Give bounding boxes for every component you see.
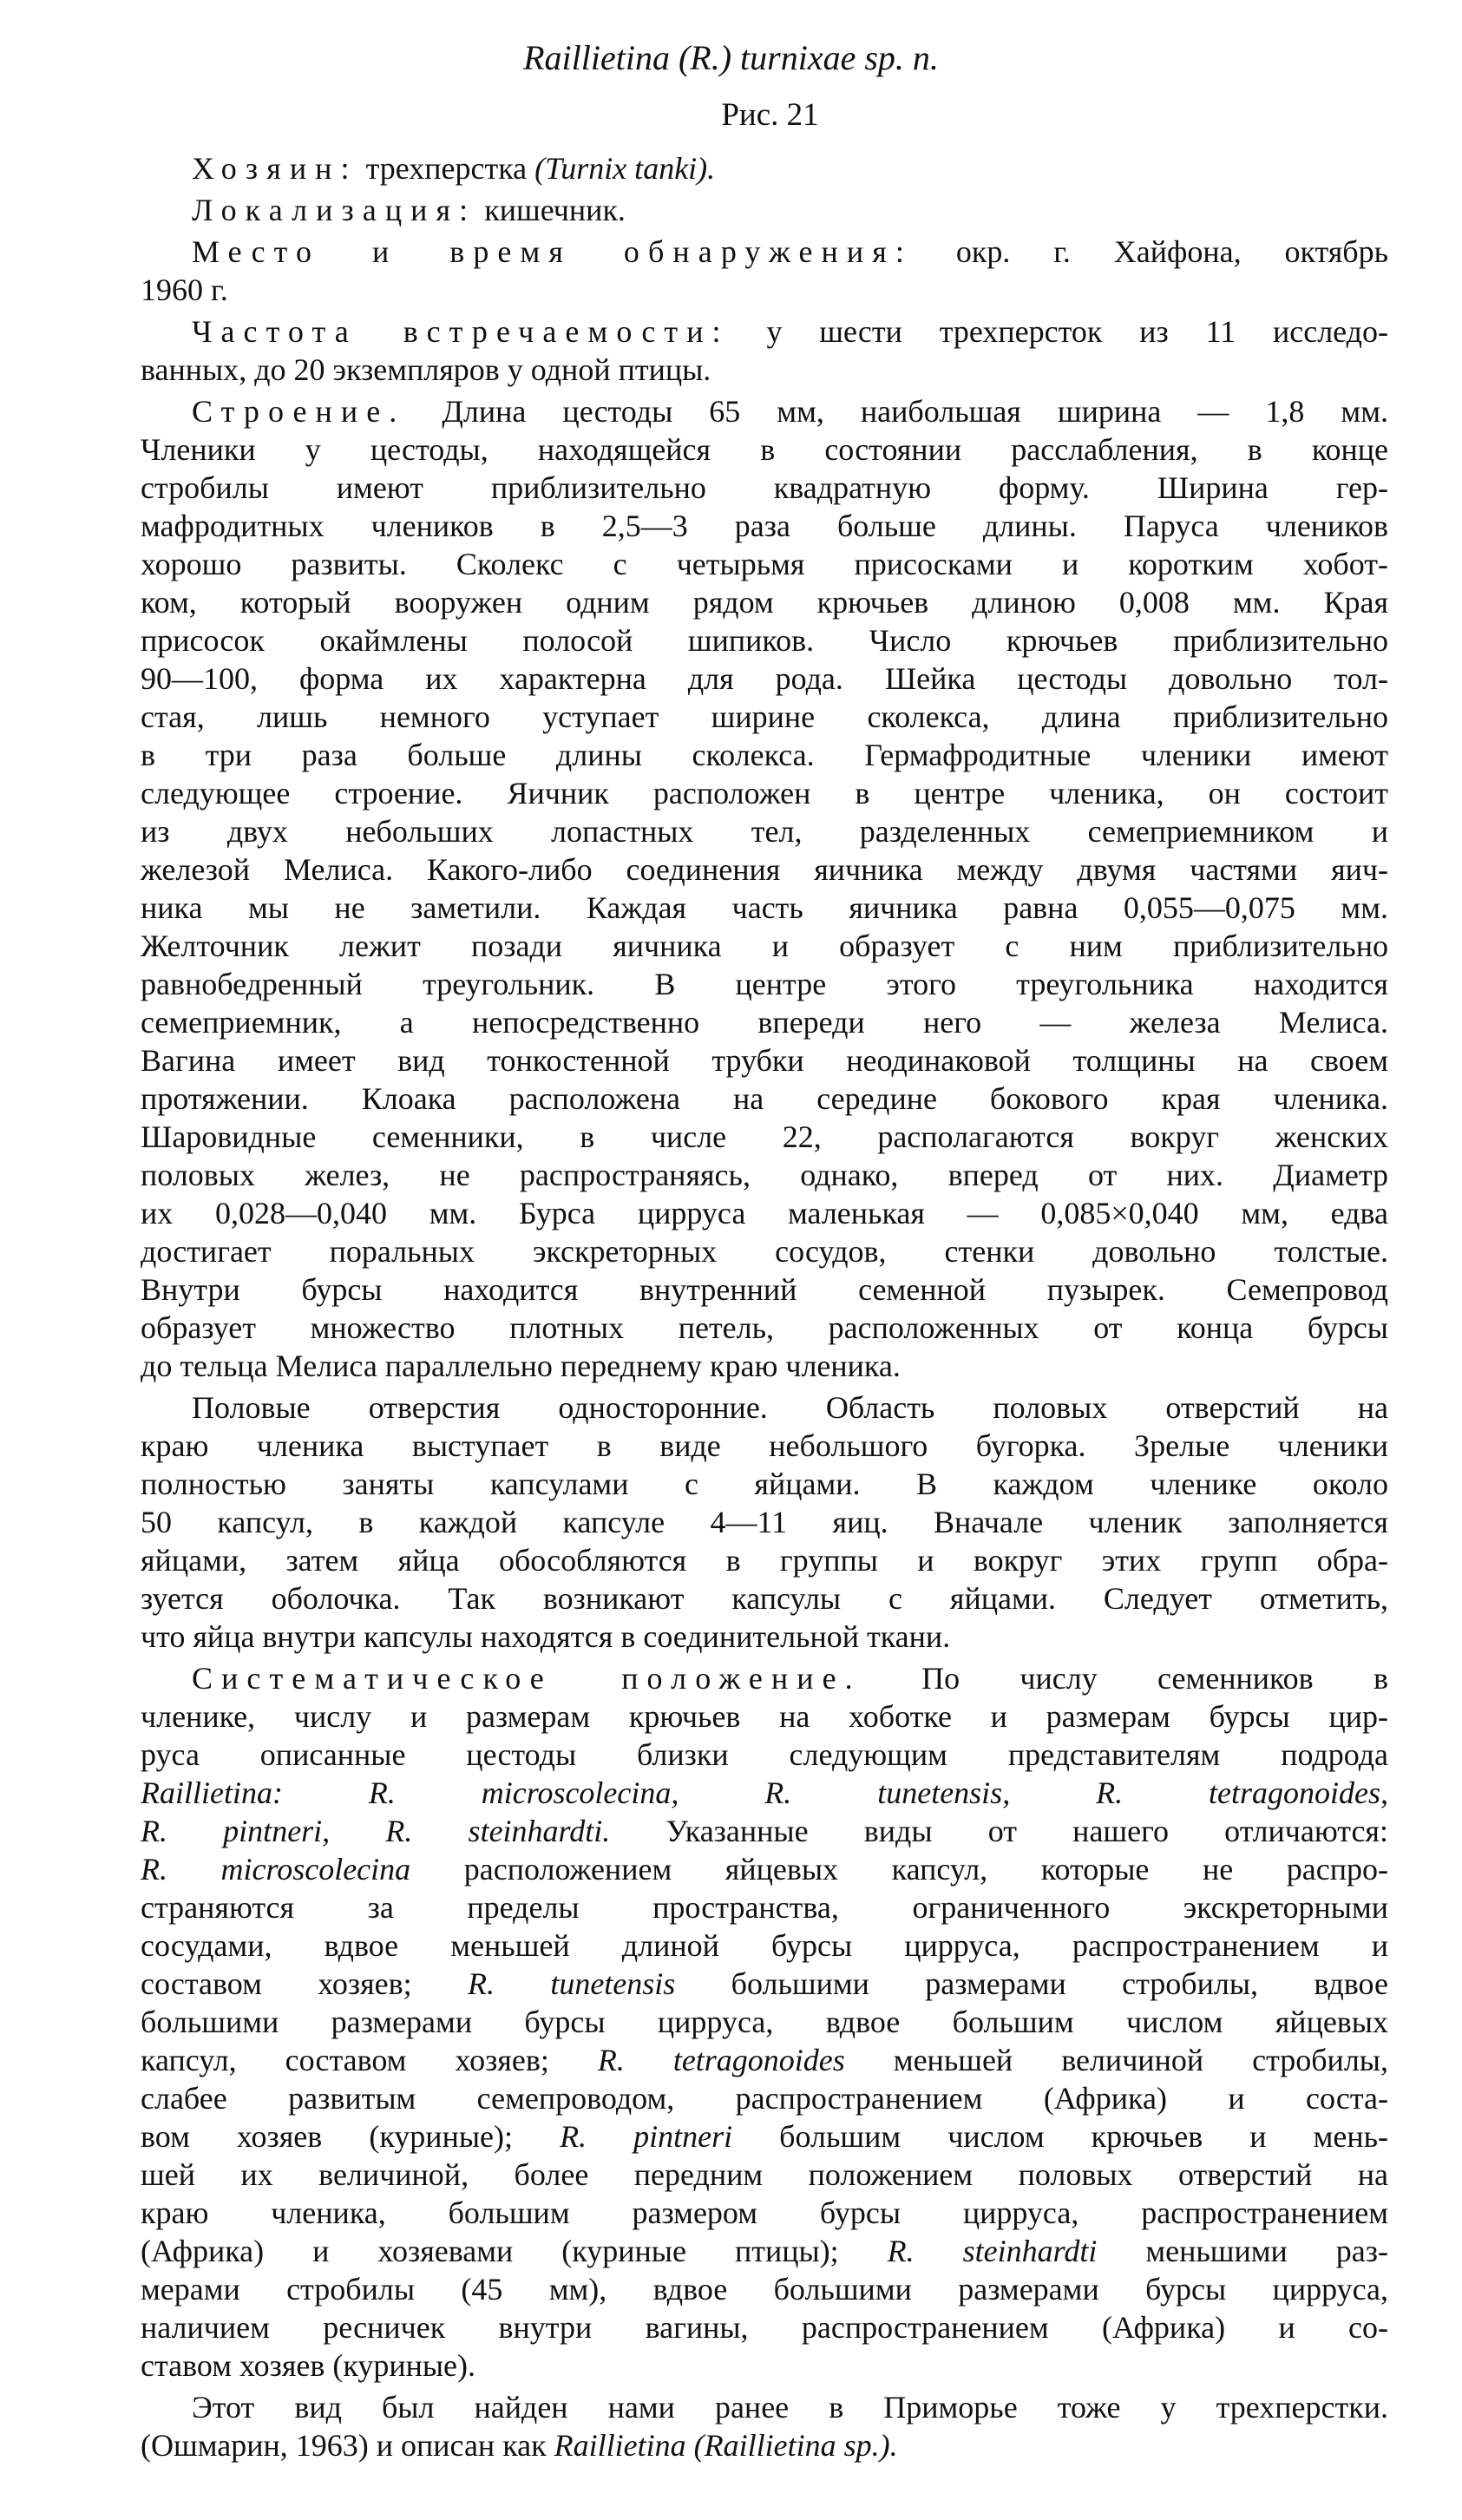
text-segment: из двух небольших лопастных тел, разделенных семеприемником и xyxy=(141,814,1388,849)
text-segment: ванных, до 20 экземпляров у одной птицы. xyxy=(141,352,711,387)
text-segment: Указанные виды от нашего отличаются: xyxy=(610,1814,1388,1848)
italic-text: R. microscolecina xyxy=(141,1852,411,1887)
text-segment: что яйца внутри капсулы находятся в соединительной ткани. xyxy=(141,1619,951,1654)
text-line xyxy=(141,392,1388,430)
text-segment: трехперстка xyxy=(357,151,535,186)
italic-text: Raillietina: R. microscolecina, R. tunetensis, R. tetragonoides, xyxy=(141,1775,1388,1810)
italic-text: Raillietina (Raillietina sp.). xyxy=(554,2428,898,2463)
text-segment: у шести трехперсток из 11 исследо- xyxy=(729,314,1388,349)
text-segment: достигает поральных экскреторных сосудов, стенки довольно толстые. xyxy=(141,1234,1388,1269)
paragraph xyxy=(141,233,1388,309)
text-line xyxy=(141,2194,1388,2232)
text-segment: стая, лишь немного уступает ширине сколекса, длина приблизительно xyxy=(141,699,1388,734)
text-line xyxy=(141,469,1388,507)
text-segment: большим числом крючьев и мень- xyxy=(732,2119,1389,2154)
text-line xyxy=(141,1427,1388,1465)
paragraph xyxy=(141,312,1388,389)
text-segment: руса описанные цестоды близки следующим представителям подрода xyxy=(141,1737,1388,1772)
text-line xyxy=(141,1697,1388,1736)
text-line xyxy=(141,1080,1388,1118)
text-line xyxy=(141,812,1388,850)
text-segment: сосудами, вдвое меньшей длиной бурсы цирруса, распространением и xyxy=(141,1928,1388,1963)
text-segment: краю членика выступает в виде небольшого бугорка. Зрелые членики xyxy=(141,1428,1388,1463)
species-title: Raillietina (R.) turnixae sp. n. xyxy=(523,38,939,77)
text-segment: страняются за пределы пространства, ограниченного экскреторными xyxy=(141,1890,1388,1925)
text-segment: большими размерами стробилы, вдвое xyxy=(675,1966,1388,2001)
text-segment: Половые отверстия односторонние. Область половых отверстий на xyxy=(192,1390,1388,1425)
figure-reference: Рис. 21 xyxy=(721,97,819,133)
text-line xyxy=(141,149,1388,187)
text-line xyxy=(141,621,1388,660)
paragraph xyxy=(141,191,1388,229)
text-line xyxy=(141,965,1388,1003)
text-line xyxy=(141,736,1388,774)
text-segment: железой Мелиса. Какого-либо соединения яичника между двумя частями яич- xyxy=(141,852,1388,887)
text-line xyxy=(141,1003,1388,1041)
text-segment: ника мы не заметили. Каждая часть яичника равна 0,055—0,075 мм. xyxy=(141,890,1388,925)
article-body xyxy=(141,149,1388,2468)
text-line xyxy=(141,927,1388,965)
text-line xyxy=(141,774,1388,812)
text-line xyxy=(141,1309,1388,1347)
text-segment: 1960 г. xyxy=(141,272,228,307)
text-segment: наличием ресничек внутри вагины, распространением (Африка) и со- xyxy=(141,2310,1388,2345)
text-line xyxy=(141,1579,1388,1618)
text-segment: (Африка) и хозяевами (куриные птицы); xyxy=(141,2234,888,2268)
text-segment: мерами стробилы (45 мм), вдвое большими размерами бурсы цирруса, xyxy=(141,2272,1388,2307)
text-segment: большими размерами бурсы цирруса, вдвое большим числом яйцевых xyxy=(141,2005,1388,2039)
text-segment: семеприемник, а непосредственно впереди него — железа Мелиса. xyxy=(141,1005,1388,1040)
text-line xyxy=(141,1541,1388,1579)
text-segment: Длина цестоды 65 мм, наибольшая ширина — 1,8 мм. xyxy=(405,394,1388,429)
text-segment: мафродитных члеников в 2,5—3 раза больше длины. Паруса члеников xyxy=(141,509,1388,543)
text-line xyxy=(141,351,1388,389)
text-line xyxy=(141,1659,1388,1697)
text-line xyxy=(141,2426,1388,2464)
text-line xyxy=(141,2232,1388,2270)
text-line xyxy=(141,1465,1388,1503)
text-segment: Членики у цестоды, находящейся в состоянии расслабления, в конце xyxy=(141,432,1388,467)
text-segment: следующее строение. Яичник расположен в центре членика, он состоит xyxy=(141,776,1388,810)
text-segment: полностью заняты капсулами с яйцами. В каждом членике около xyxy=(141,1467,1388,1501)
text-segment: Вагина имеет вид тонкостенной трубки неодинаковой толщины на своем xyxy=(141,1043,1388,1078)
text-segment: меньшими раз- xyxy=(1097,2234,1388,2268)
text-line xyxy=(141,2308,1388,2346)
italic-text: (Turnix tanki). xyxy=(534,151,716,186)
text-segment: По числу семенников в xyxy=(861,1661,1388,1696)
text-line xyxy=(141,1965,1388,2003)
spaced-heading: Систематическое положение. xyxy=(192,1661,862,1696)
text-line xyxy=(141,507,1388,545)
spaced-heading: Частота встречаемости: xyxy=(192,314,730,349)
text-segment: членике, числу и размерам крючьев на хоботке и размерам бурсы цир- xyxy=(141,1699,1388,1734)
text-segment: их 0,028—0,040 мм. Бурса цирруса маленькая — 0,085×0,040 мм, едва xyxy=(141,1196,1388,1230)
text-line xyxy=(141,850,1388,889)
text-line xyxy=(141,191,1388,229)
text-segment: капсул, составом хозяев; xyxy=(141,2043,598,2077)
spaced-heading: Локализация: xyxy=(192,193,477,227)
text-line xyxy=(141,2388,1388,2426)
text-line xyxy=(141,1194,1388,1232)
text-line xyxy=(141,2346,1388,2385)
paragraph xyxy=(141,1659,1388,2385)
text-line xyxy=(141,1812,1388,1850)
text-line xyxy=(141,583,1388,621)
italic-text: R. steinhardti xyxy=(887,2234,1098,2268)
text-segment: ставом хозяев (куриные). xyxy=(141,2348,476,2383)
text-segment: шей их величиной, более передним положением половых отверстий на xyxy=(141,2157,1388,2192)
text-line xyxy=(141,1503,1388,1541)
text-line xyxy=(141,1118,1388,1156)
text-line xyxy=(141,1618,1388,1656)
text-line xyxy=(141,1347,1388,1385)
text-line xyxy=(141,233,1388,271)
text-line xyxy=(141,2156,1388,2194)
text-segment: Желточник лежит позади яичника и образует с ним приблизительно xyxy=(141,929,1388,963)
text-segment: ком, который вооружен одним рядом крючьев длиною 0,008 мм. Края xyxy=(141,585,1388,620)
text-segment: равнобедренный треугольник. В центре этого треугольника находится xyxy=(141,967,1388,1001)
text-line xyxy=(141,1156,1388,1194)
text-line xyxy=(141,1736,1388,1774)
italic-text: R. tunetensis xyxy=(467,1966,676,2001)
spaced-heading: Строение. xyxy=(192,394,406,429)
text-segment: половых желез, не распространяясь, однако, вперед от них. Диаметр xyxy=(141,1158,1388,1192)
text-line xyxy=(141,2117,1388,2156)
paragraph xyxy=(141,1388,1388,1656)
text-segment: слабее развитым семепроводом, распространением (Африка) и соста- xyxy=(141,2081,1388,2116)
text-line xyxy=(141,2041,1388,2079)
paragraph xyxy=(141,2388,1388,2464)
text-segment: Внутри бурсы находится внутренний семенной пузырек. Семепровод xyxy=(141,1272,1388,1307)
text-segment: Шаровидные семенники, в числе 22, располагаются вокруг женских xyxy=(141,1119,1388,1154)
text-segment: краю членика, большим размером бурсы цирруса, распространением xyxy=(141,2195,1388,2230)
text-line xyxy=(141,1232,1388,1270)
text-line xyxy=(141,1041,1388,1080)
text-segment: кишечник. xyxy=(476,193,626,227)
text-segment: присосок окаймлены полосой шипиков. Число крючьев приблизительно xyxy=(141,623,1388,658)
text-segment: стробилы имеют приблизительно квадратную форму. Ширина гер- xyxy=(141,470,1388,505)
text-segment: 50 капсул, в каждой капсуле 4—11 яиц. Вначале членик заполняется xyxy=(141,1505,1388,1539)
text-segment: в три раза больше длины сколекса. Гермафродитные членики имеют xyxy=(141,738,1388,772)
spaced-heading: Место и время обнаружения: xyxy=(192,234,913,269)
italic-text: R. pintneri, R. steinhardti. xyxy=(141,1814,611,1848)
text-line xyxy=(141,271,1388,309)
text-line xyxy=(141,1270,1388,1309)
text-segment: яйцами, затем яйца обособляются в группы и вокруг этих групп обра- xyxy=(141,1543,1388,1578)
text-line xyxy=(141,1388,1388,1427)
text-line xyxy=(141,1850,1388,1888)
text-segment: расположением яйцевых капсул, которые не распро- xyxy=(410,1852,1389,1887)
text-line xyxy=(141,2003,1388,2041)
text-segment: (Ошмарин, 1963) и описан как xyxy=(141,2428,554,2463)
text-line xyxy=(141,660,1388,698)
text-line xyxy=(141,2079,1388,2117)
text-segment: окр. г. Хайфона, октябрь xyxy=(912,234,1389,269)
text-line xyxy=(141,698,1388,736)
text-line xyxy=(141,889,1388,927)
italic-text: R. tetragonoides xyxy=(597,2043,845,2077)
text-segment: составом хозяев; xyxy=(141,1966,468,2001)
text-segment: протяжении. Клоака расположена на середине бокового края членика. xyxy=(141,1081,1388,1116)
text-line xyxy=(141,545,1388,583)
text-line xyxy=(141,430,1388,469)
text-segment: образует множество плотных петель, расположенных от конца бурсы xyxy=(141,1310,1388,1345)
text-segment: Этот вид был найден нами ранее в Приморье тоже у трехперстки. xyxy=(192,2390,1388,2425)
text-segment: вом хозяев (куриные); xyxy=(141,2119,561,2154)
text-line xyxy=(141,312,1388,351)
text-segment: до тельца Мелиса параллельно переднему краю членика. xyxy=(141,1349,901,1383)
text-line xyxy=(141,1926,1388,1965)
text-segment: 90—100, форма их характерна для рода. Шейка цестоды довольно тол- xyxy=(141,661,1388,696)
spaced-heading: Хозяин: xyxy=(192,151,358,186)
italic-text: R. pintneri xyxy=(560,2119,733,2154)
text-line xyxy=(141,1774,1388,1812)
text-segment: зуется оболочка. Так возникают капсулы с яйцами. Следует отметить, xyxy=(141,1581,1388,1616)
text-line xyxy=(141,1888,1388,1926)
text-segment: хорошо развиты. Сколекс с четырьмя присосками и коротким хобот- xyxy=(141,547,1388,581)
text-line xyxy=(141,2270,1388,2308)
paragraph xyxy=(141,149,1388,187)
paragraph xyxy=(141,392,1388,1385)
text-segment: меньшей величиной стробилы, xyxy=(844,2043,1388,2077)
